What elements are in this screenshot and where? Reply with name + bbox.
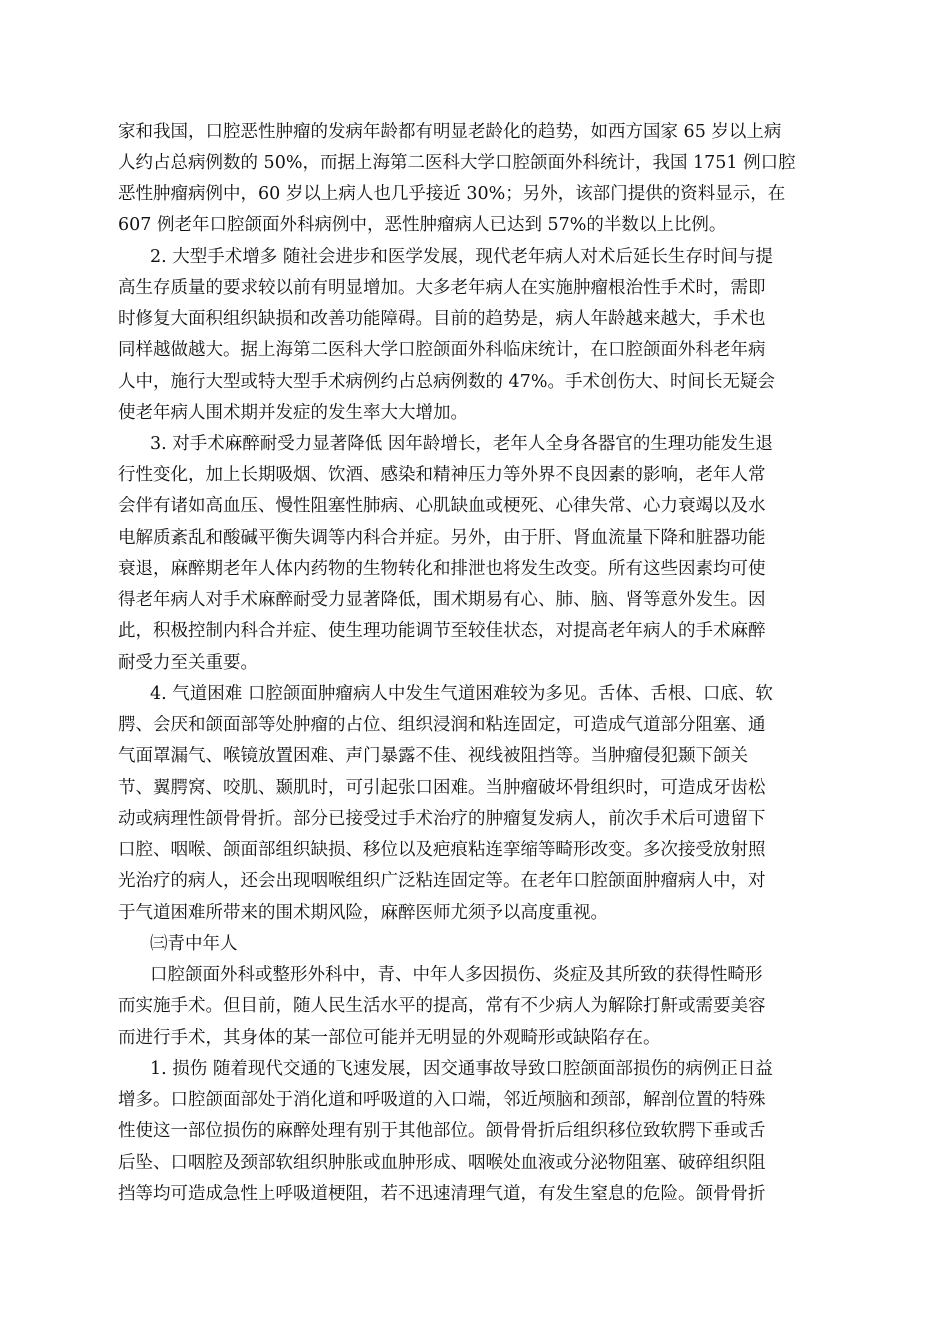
text-line: 恶性肿瘤病例中，60 岁以上病人也几乎接近 30%；另外，该部门提供的资料显示，在 — [118, 184, 786, 204]
text-line: 腭、会厌和颌面部等处肿瘤的占位、组织浸润和粘连固定，可造成气道部分阻塞、通 — [118, 715, 766, 735]
text-line: 口腔颌面外科或整形外科中，青、中年人多因损伤、炎症及其所致的获得性畸形 — [150, 965, 763, 985]
text-line: 会伴有诸如高血压、慢性阻塞性肺病、心肌缺血或梗死、心律失常、心力衰竭以及水 — [118, 496, 766, 516]
text-line: 节、翼腭窝、咬肌、颞肌时，可引起张口困难。当肿瘤破坏骨组织时，可造成牙齿松 — [118, 778, 766, 798]
text-line: 光治疗的病人，还会出现咽喉组织广泛粘连固定等。在老年口腔颌面肿瘤病人中，对 — [118, 871, 766, 891]
text-line: 性使这一部位损伤的麻醉处理有别于其他部位。颌骨骨折后组织移位致软腭下垂或舌 — [118, 1121, 766, 1141]
text-line: 得老年病人对手术麻醉耐受力显著降低，围术期易有心、肺、脑、肾等意外发生。因 — [118, 590, 766, 610]
text-line: 口腔、咽喉、颌面部组织缺损、移位以及疤痕粘连挛缩等畸形改变。多次接受放射照 — [118, 840, 766, 860]
text-line: 增多。口腔颌面部处于消化道和呼吸道的入口端，邻近颅脑和颈部，解剖位置的特殊 — [118, 1090, 766, 1110]
text-line: 2. 大型手术增多 随社会进步和医学发展，现代老年病人对术后延长生存时间与提 — [150, 247, 773, 267]
text-line: 4. 气道困难 口腔颌面肿瘤病人中发生气道困难较为多见。舌体、舌根、口底、软 — [150, 684, 773, 704]
text-line: 衰退，麻醉期老年人体内药物的生物转化和排泄也将发生改变。所有这些因素均可使 — [118, 559, 766, 579]
text-line: 行性变化，加上长期吸烟、饮酒、感染和精神压力等外界不良因素的影响，老年人常 — [118, 465, 766, 485]
text-line: 而实施手术。但目前，随人民生活水平的提高，常有不少病人为解除打鼾或需要美容 — [118, 996, 766, 1016]
text-line: 人约占总病例数的 50%，而据上海第二医科大学口腔颌面外科统计，我国 1751 例口腔 — [118, 153, 796, 173]
text-line: 挡等均可造成急性上呼吸道梗阻，若不迅速清理气道，有发生窒息的危险。颌骨骨折 — [118, 1184, 766, 1204]
text-line: 607 例老年口腔颌面外科病例中，恶性肿瘤病人已达到 57%的半数以上比例。 — [118, 215, 727, 235]
text-line: 人中，施行大型或特大型手术病例约占总病例数的 47%。手术创伤大、时间长无疑会 — [118, 372, 775, 392]
text-line: 1. 损伤 随着现代交通的飞速发展，因交通事故导致口腔颌面部损伤的病例正日益 — [150, 1059, 773, 1079]
text-line: 而进行手术，其身体的某一部位可能并无明显的外观畸形或缺陷存在。 — [118, 1028, 661, 1048]
text-line: 3. 对手术麻醉耐受力显著降低 因年龄增长，老年人全身各器官的生理功能发生退 — [150, 434, 773, 454]
text-line: 耐受力至关重要。 — [118, 653, 258, 673]
text-line: 高生存质量的要求较以前有明显增加。大多老年病人在实施肿瘤根治性手术时，需即 — [118, 278, 766, 298]
text-line: 使老年病人围术期并发症的发生率大大增加。 — [118, 403, 468, 423]
text-line: 此，积极控制内科合并症、使生理功能调节至较佳状态，对提高老年病人的手术麻醉 — [118, 621, 766, 641]
text-line: 电解质紊乱和酸碱平衡失调等内科合并症。另外，由于肝、肾血流量下降和脏器功能 — [118, 528, 766, 548]
text-line: 于气道困难所带来的围术期风险，麻醉医师尤须予以高度重视。 — [118, 903, 608, 923]
text-line: 后坠、口咽腔及颈部软组织肿胀或血肿形成、咽喉处血液或分泌物阻塞、破碎组织阻 — [118, 1153, 766, 1173]
text-line: 家和我国，口腔恶性肿瘤的发病年龄都有明显老龄化的趋势，如西方国家 65 岁以上病 — [118, 122, 782, 142]
text-line: 时修复大面积组织缺损和改善功能障碍。目前的趋势是，病人年龄越来越大，手术也 — [118, 309, 766, 329]
section-heading: ㈢青中年人 — [150, 934, 238, 954]
text-line: 动或病理性颌骨骨折。部分已接受过手术治疗的肿瘤复发病人，前次手术后可遗留下 — [118, 809, 766, 829]
text-line: 同样越做越大。据上海第二医科大学口腔颌面外科临床统计，在口腔颌面外科老年病 — [118, 340, 766, 360]
text-line: 气面罩漏气、喉镜放置困难、声门暴露不佳、视线被阻挡等。当肿瘤侵犯颞下颌关 — [118, 746, 748, 766]
